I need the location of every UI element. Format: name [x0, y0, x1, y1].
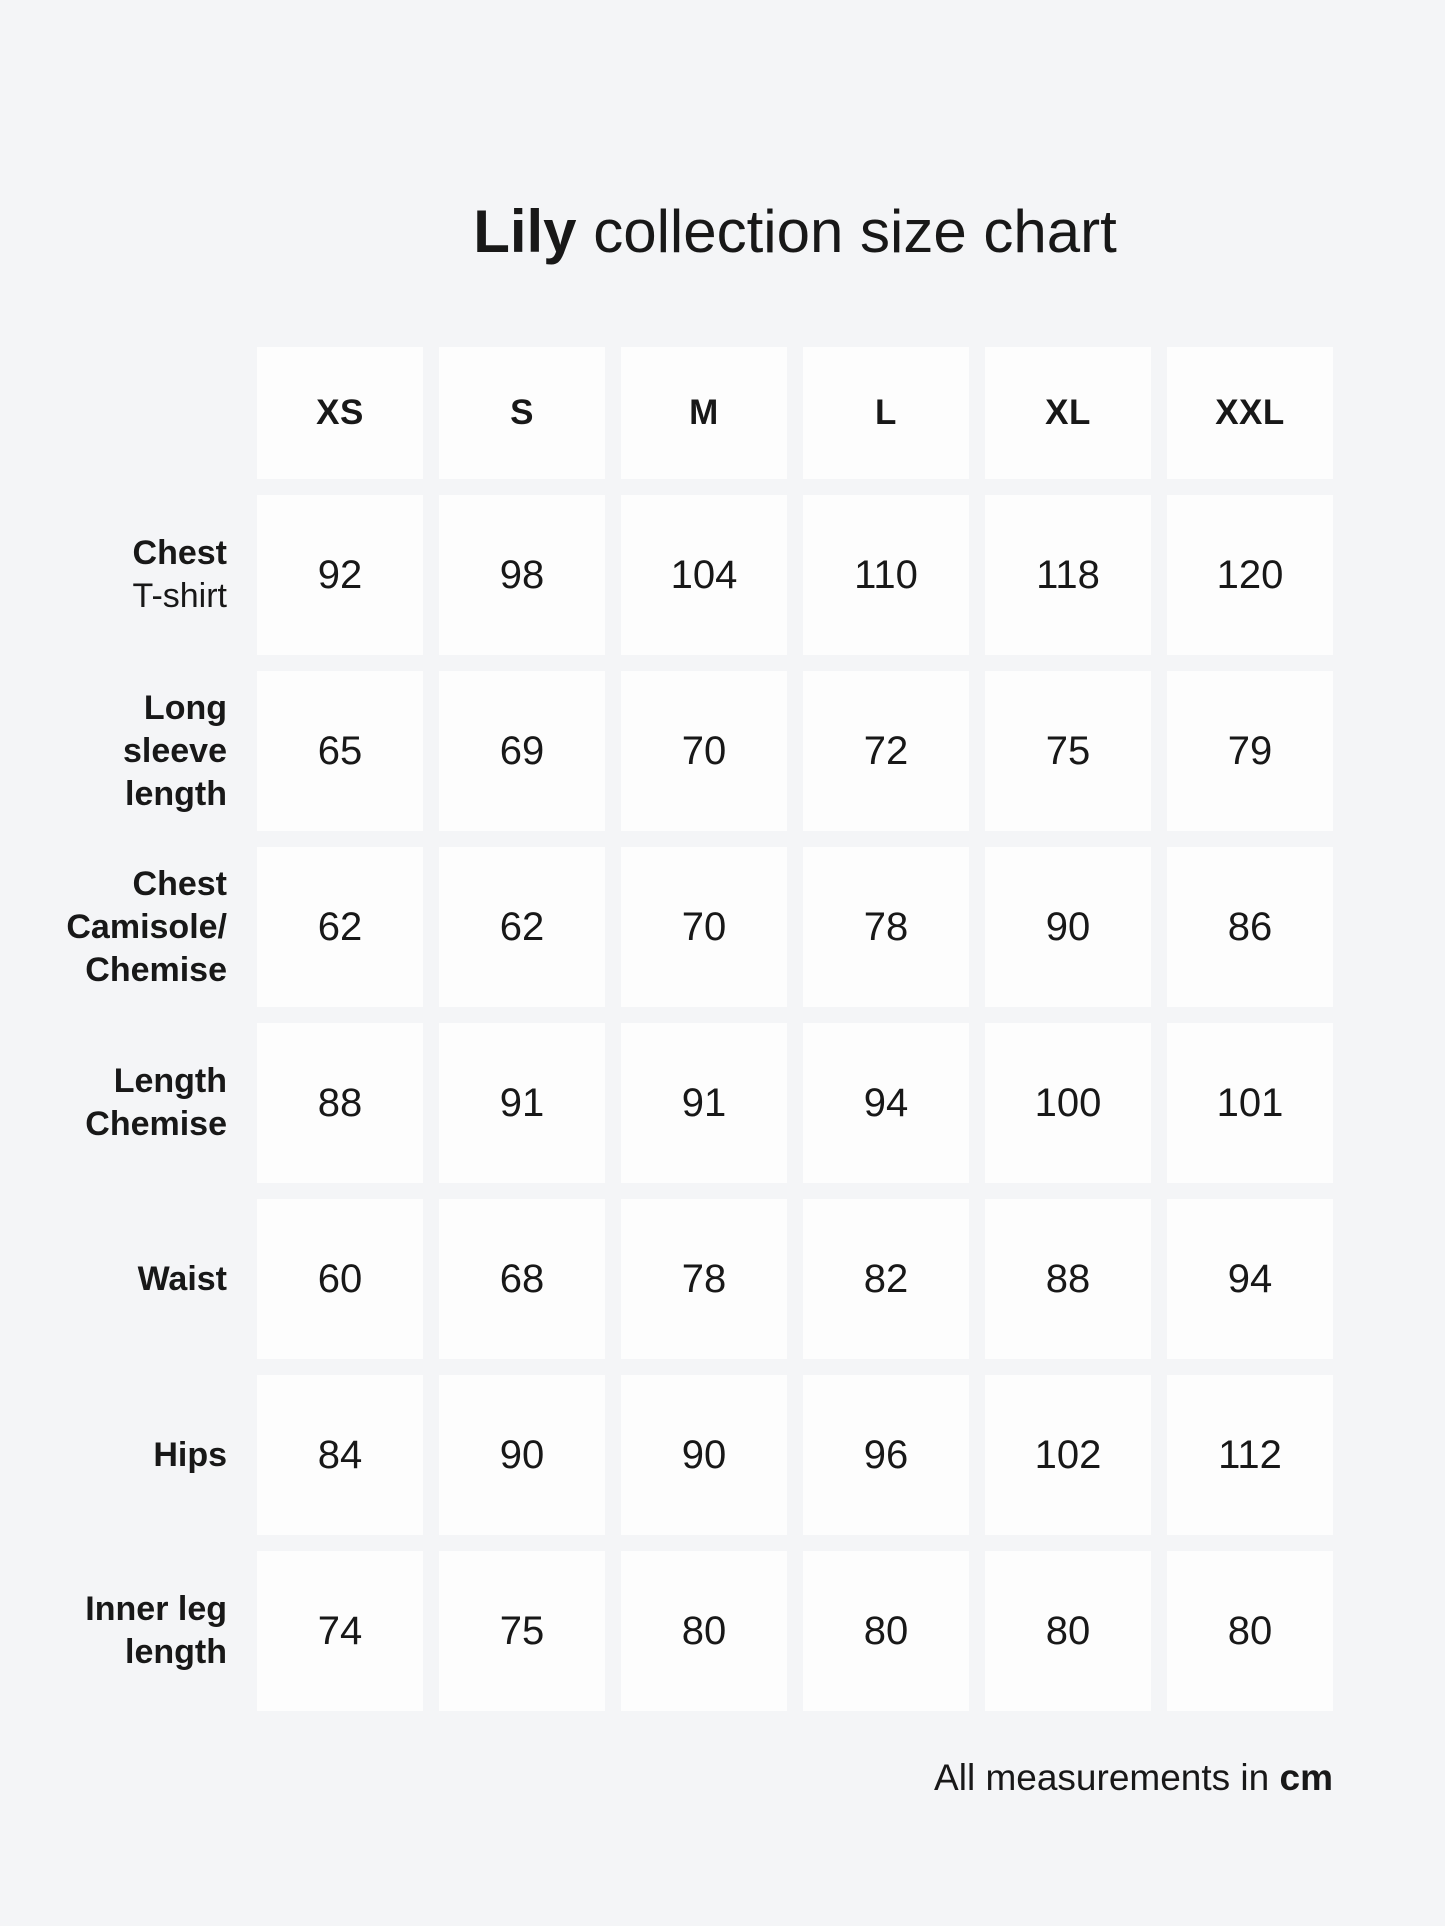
row-label-line: Length	[113, 1062, 227, 1100]
size-value-cell: 65	[257, 671, 423, 831]
size-column-header: S	[439, 347, 605, 479]
size-value-cell: 101	[1167, 1023, 1333, 1183]
size-column-header: XS	[257, 347, 423, 479]
grid-corner-spacer	[70, 347, 241, 479]
size-value-cell: 88	[985, 1199, 1151, 1359]
row-label-line: sleeve	[123, 731, 227, 770]
row-label-line: Chemise	[85, 1105, 227, 1143]
size-value-cell: 84	[257, 1375, 423, 1535]
size-value-cell: 90	[985, 847, 1151, 1007]
size-value-cell: 112	[1167, 1375, 1333, 1535]
size-value-cell: 110	[803, 495, 969, 655]
row-label-line: Chemise	[85, 950, 227, 989]
row-label-line: Chest	[132, 534, 227, 572]
size-value-cell: 118	[985, 495, 1151, 655]
size-grid	[66, 347, 1333, 1711]
size-value-cell: 80	[621, 1551, 787, 1711]
row-label-line: Long	[143, 688, 227, 727]
size-value-cell: 96	[803, 1375, 969, 1535]
size-value-cell: 60	[257, 1199, 423, 1359]
size-value-cell: 62	[439, 847, 605, 1007]
size-value-cell: 92	[257, 495, 423, 655]
size-value-cell: 90	[621, 1375, 787, 1535]
size-value-cell: 68	[439, 1199, 605, 1359]
size-value-cell: 80	[985, 1551, 1151, 1711]
row-label-line: T-shirt	[132, 577, 227, 615]
size-value-cell: 70	[621, 847, 787, 1007]
size-value-cell: 91	[621, 1023, 787, 1183]
size-value-cell: 70	[621, 671, 787, 831]
row-label-line: Camisole/	[66, 907, 227, 946]
note-text: All measurements in	[934, 1757, 1270, 1798]
size-value-cell: 94	[803, 1023, 969, 1183]
measurements-note	[70, 1756, 1333, 1800]
size-value-cell: 69	[439, 671, 605, 831]
size-value-cell: 78	[621, 1199, 787, 1359]
size-value-cell: 90	[439, 1375, 605, 1535]
size-column-header: XL	[985, 347, 1151, 479]
measurement-row-label	[66, 847, 241, 1007]
size-value-cell: 79	[1167, 671, 1333, 831]
measurement-row-label	[70, 671, 241, 831]
size-value-cell: 94	[1167, 1199, 1333, 1359]
size-value-cell: 82	[803, 1199, 969, 1359]
row-label-line: Hips	[153, 1435, 227, 1474]
measurement-row-label	[70, 1023, 241, 1183]
size-value-cell: 74	[257, 1551, 423, 1711]
size-value-cell: 88	[257, 1023, 423, 1183]
size-value-cell: 80	[1167, 1551, 1333, 1711]
size-value-cell: 75	[439, 1551, 605, 1711]
row-label-line: length	[125, 1633, 227, 1671]
size-value-cell: 120	[1167, 495, 1333, 655]
row-label-line: length	[125, 774, 227, 813]
size-value-cell: 72	[803, 671, 969, 831]
size-value-cell: 78	[803, 847, 969, 1007]
size-value-cell: 86	[1167, 847, 1333, 1007]
size-value-cell: 104	[621, 495, 787, 655]
size-value-cell: 62	[257, 847, 423, 1007]
size-column-header: XXL	[1167, 347, 1333, 479]
measurement-row-label	[70, 1375, 241, 1535]
size-column-header: M	[621, 347, 787, 479]
row-label-line: Inner leg	[85, 1590, 227, 1628]
measurement-row-label	[70, 1199, 241, 1359]
measurement-row-label	[70, 495, 241, 655]
size-value-cell: 98	[439, 495, 605, 655]
title-collection-name: Lily	[473, 198, 577, 265]
size-value-cell: 80	[803, 1551, 969, 1711]
title-rest: collection size chart	[593, 198, 1117, 265]
measurement-row-label	[70, 1551, 241, 1711]
size-value-cell: 102	[985, 1375, 1151, 1535]
row-label-line: Chest	[132, 864, 227, 903]
size-value-cell: 100	[985, 1023, 1151, 1183]
size-value-cell: 75	[985, 671, 1151, 831]
row-label-line: Waist	[137, 1259, 227, 1298]
page-title	[257, 196, 1333, 268]
note-unit-cm: cm	[1279, 1757, 1333, 1798]
size-column-header: L	[803, 347, 969, 479]
size-value-cell: 91	[439, 1023, 605, 1183]
